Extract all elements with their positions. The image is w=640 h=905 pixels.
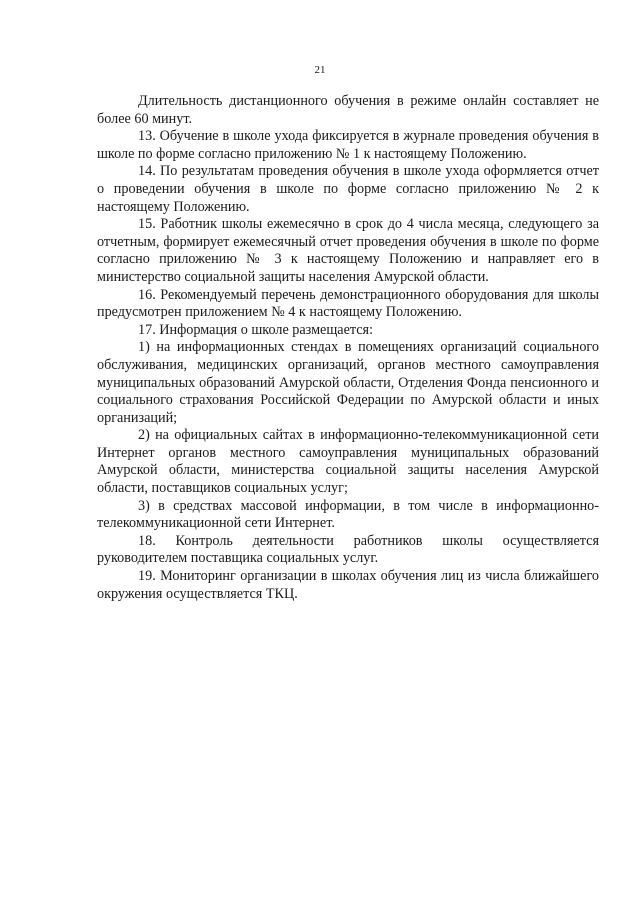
paragraph-15: 15. Работник школы ежемесячно в срок до 4 числа месяца, следующего за отчетным, формирует ежемесячный отчет проведения обучения в школе по форме согласно приложению № 3 к настоящему Положению и направляет его в министерство социальной защиты населения Амурской области. xyxy=(97,216,599,285)
paragraph-18: 18. Контроль деятельности работников школы осуществляется руководителем поставщика социальных услуг. xyxy=(97,532,599,567)
paragraph-16: 16. Рекомендуемый перечень демонстрационного оборудования для школы предусмотрен приложением № 4 к настоящему Положению. xyxy=(97,286,599,321)
paragraph-17-item-3: 3) в средствах массовой информации, в том числе в информационно-телекоммуникационной сети Интернет. xyxy=(97,497,599,532)
paragraph-19: 19. Мониторинг организации в школах обучения лиц из числа ближайшего окружения осуществляется ТКЦ. xyxy=(97,568,599,602)
paragraph-13: 13. Обучение в школе ухода фиксируется в журнале проведения обучения в школе по форме согласно приложению № 1 к настоящему Положению. xyxy=(97,128,599,162)
paragraph-17: 17. Информация о школе размещается: xyxy=(138,321,374,338)
document-body xyxy=(97,93,599,603)
page-number: 21 xyxy=(314,64,326,76)
paragraph-duration: Длительность дистанционного обучения в режиме онлайн составляет не более 60 минут. xyxy=(97,93,599,127)
paragraph-14: 14. По результатам проведения обучения в школе ухода оформляется отчет о проведении обучения в школе по форме согласно приложению № 2 к настоящему Положению. xyxy=(97,163,599,215)
paragraph-17-item-1: 1) на информационных стендах в помещениях организаций социального обслуживания, медицинских организаций, органов местного самоуправления муниципальных образований Амурской области, Отделения Фонда пенсионного и социального страхования Российской Федерации по Амурской области и иных организаций; xyxy=(97,339,599,426)
paragraph-17-item-2: 2) на официальных сайтах в информационно-телекоммуникационной сети Интернет органов местного самоуправления муниципальных образований Амурской области, министерства социальной защиты населения Амурской области, поставщиков социальных услуг; xyxy=(97,427,599,497)
